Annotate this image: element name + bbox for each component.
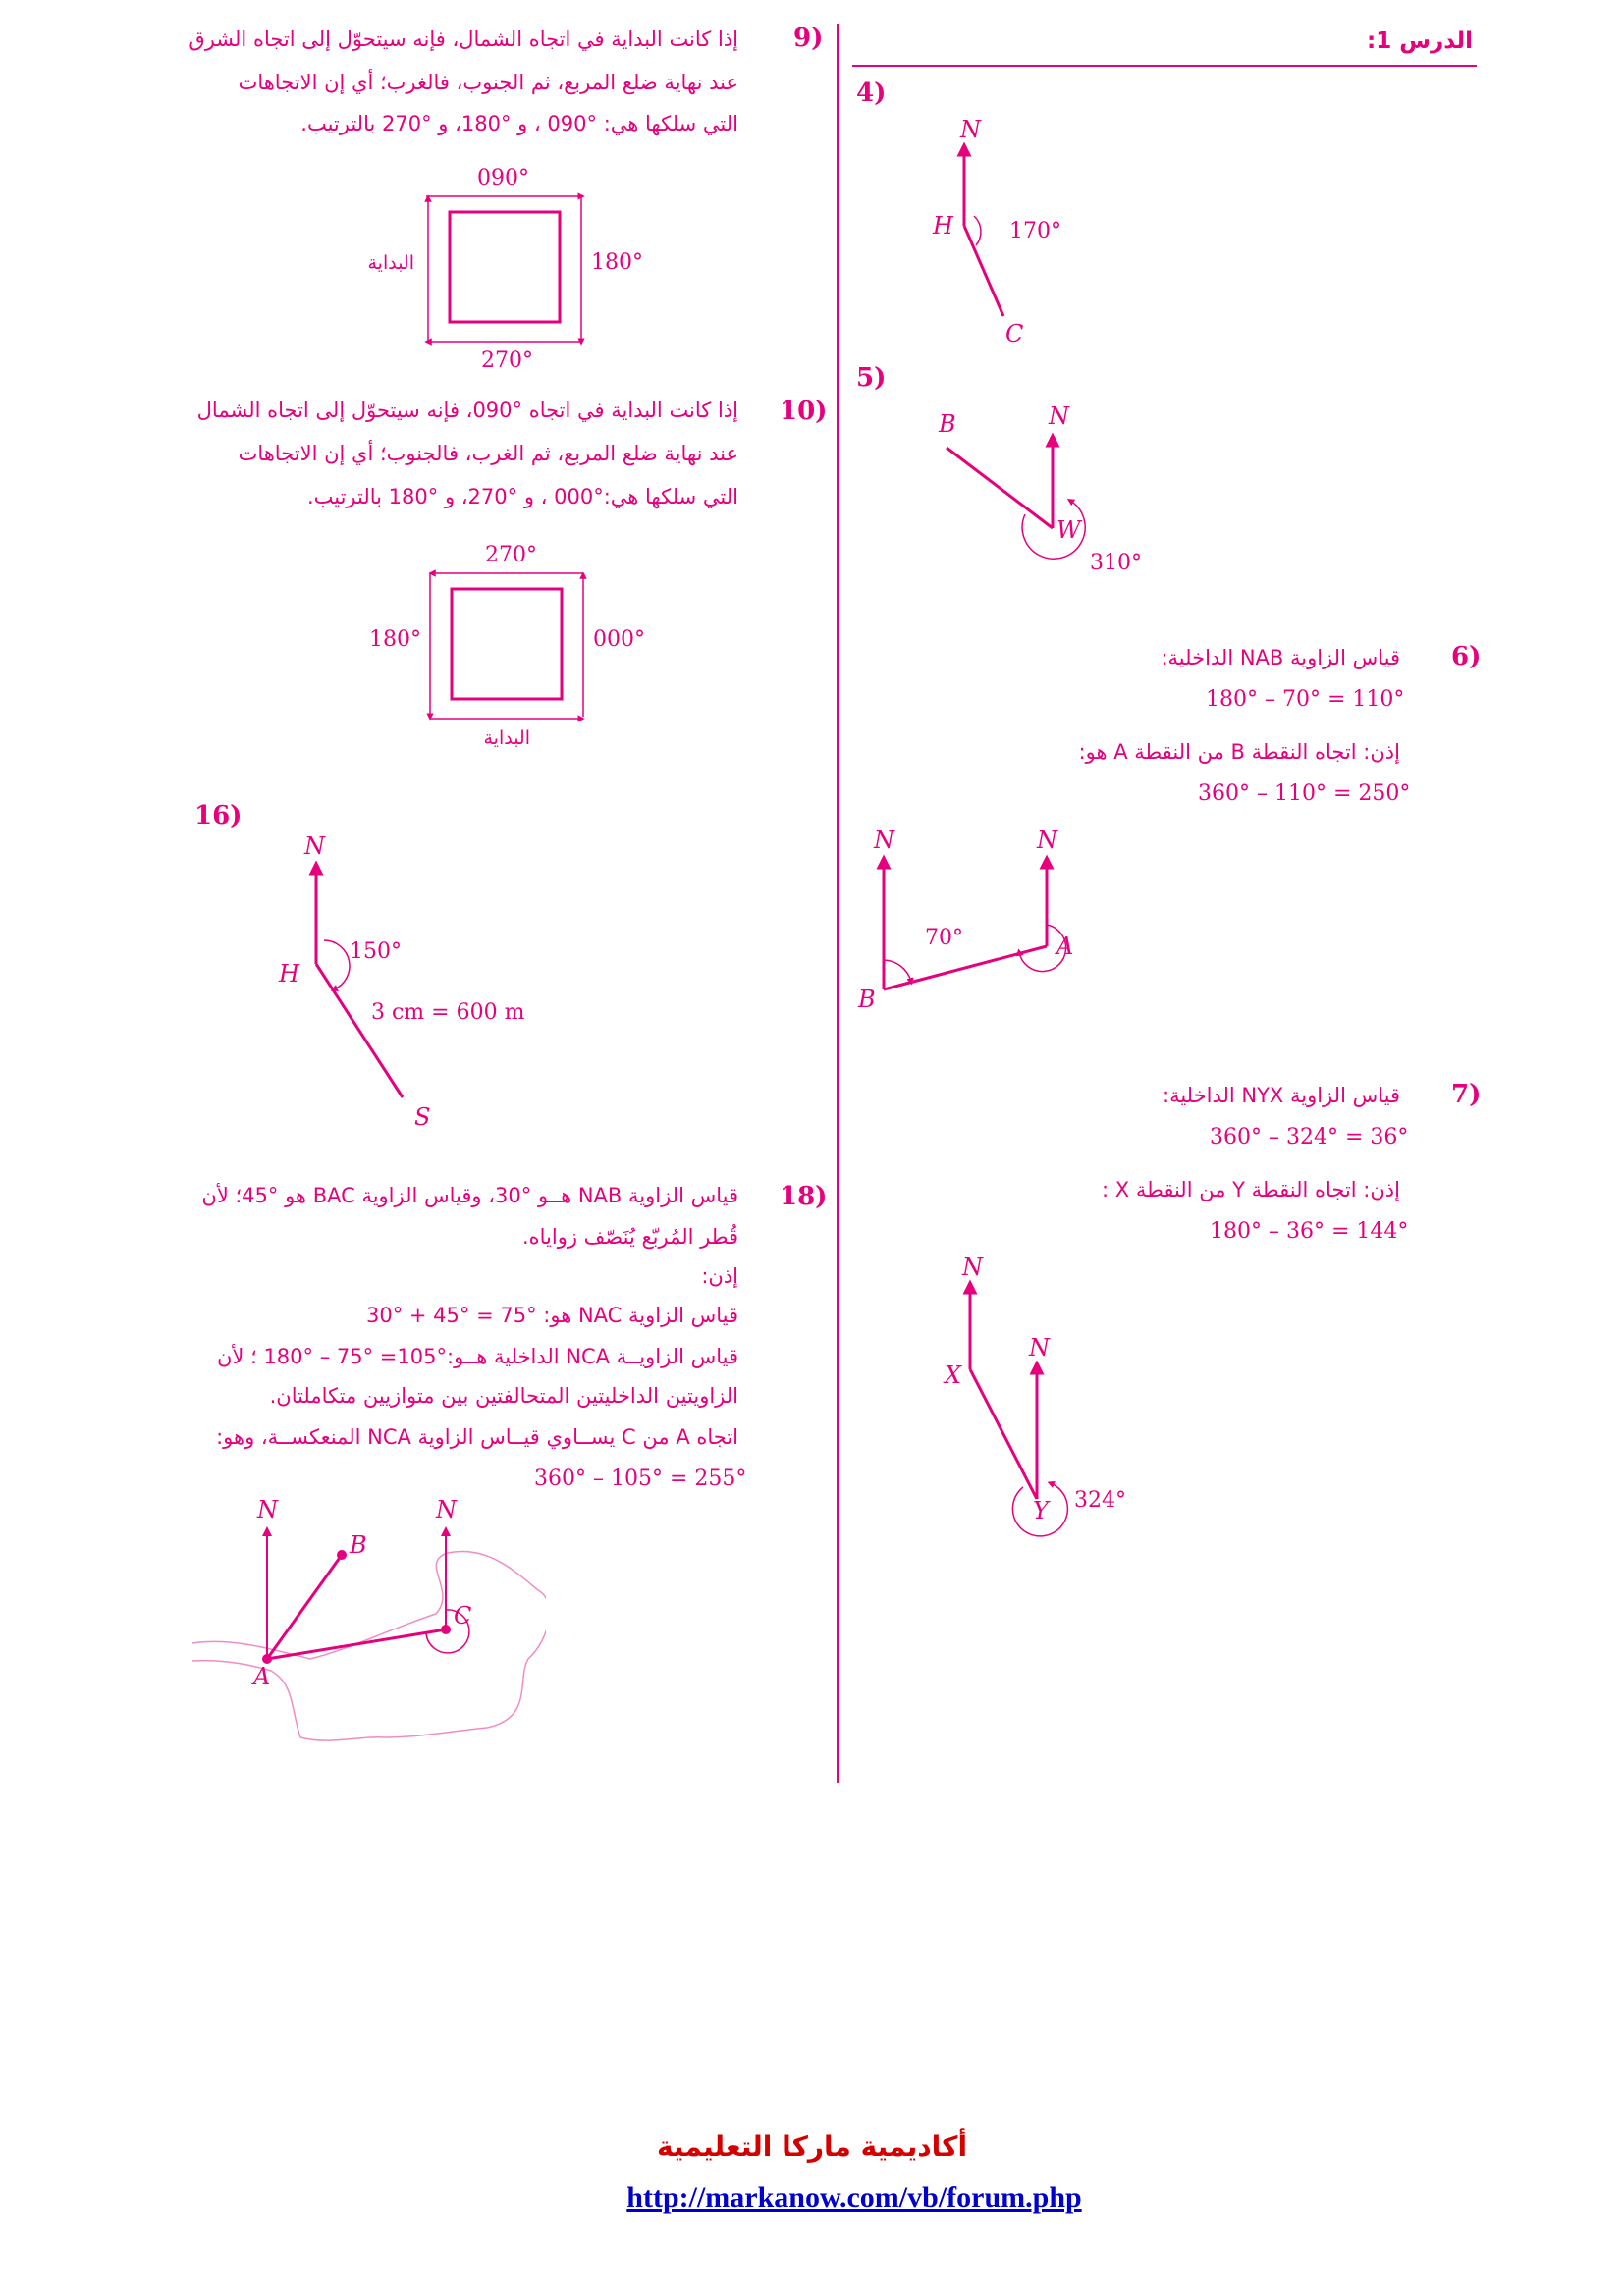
problem-7-number: 7) xyxy=(1451,1080,1482,1109)
problem-10-top-label: 270° xyxy=(485,543,537,567)
problem-6-angle: 70° xyxy=(925,926,963,950)
problem-10-start-label: البداية xyxy=(483,727,530,749)
problem-5-angle: 310° xyxy=(1090,551,1142,575)
problem-16-h-label: H xyxy=(279,960,299,988)
problem-6-eq1: 180° – 70° = 110° xyxy=(1206,687,1405,712)
problem-6-line1: قياس الزاوية NAB الداخلية: xyxy=(1161,646,1400,669)
problem-4-c-label: C xyxy=(1005,320,1024,347)
problem-16-s-label: S xyxy=(414,1103,431,1131)
problem-5-b-label: B xyxy=(939,410,956,438)
problem-7-x-label: X xyxy=(945,1362,962,1389)
header-rule xyxy=(852,65,1477,67)
problem-9-number: 9) xyxy=(793,24,824,53)
problem-10-line-1: إذا كانت البداية في اتجاه °090، فإنه سيتحوّل إلى اتجاه الشمال xyxy=(196,399,738,422)
problem-7-eq1: 360° – 324° = 36° xyxy=(1210,1125,1409,1149)
problem-18-b-label: B xyxy=(350,1531,367,1559)
problem-18-line-7: اتجاه A من C يســاوي قيــاس الزاوية NCA المنعكســة، وهو: xyxy=(216,1425,738,1449)
problem-9-diagram xyxy=(353,163,648,379)
problem-18-line-3: إذن: xyxy=(701,1264,738,1288)
problem-7-diagram xyxy=(933,1252,1159,1546)
problem-18-line-6: الزاويتين الداخليتين المتحالفتين بين متوازيين متكاملتان. xyxy=(269,1384,738,1408)
problem-5-w-label: W xyxy=(1056,516,1081,544)
problem-16-angle: 150° xyxy=(350,939,402,964)
problem-4-number: 4) xyxy=(856,79,887,108)
problem-5-diagram xyxy=(923,393,1159,589)
problem-18-line-2: قُطر المُربّع يُنَصّف زواياه. xyxy=(521,1225,738,1249)
problem-7-y-label: Y xyxy=(1033,1497,1049,1524)
column-divider xyxy=(837,24,839,1783)
problem-18-number: 18) xyxy=(780,1182,828,1211)
problem-9-top-label: 090° xyxy=(477,166,529,190)
problem-10-line-3: التي سلكها هي:°000 ، و °270، و °180 بالترتيب. xyxy=(306,485,738,508)
problem-18-line-5: قياس الزاويــة NCA الداخلية هــو:°105= °75 – °180 ؛ لأن xyxy=(217,1345,738,1368)
problem-6-diagram xyxy=(854,815,1100,1021)
problem-9-line-2: عند نهاية ضلع المربع، ثم الجنوب، فالغرب؛ أي إن الاتجاهات xyxy=(238,71,738,94)
problem-18-eq: 360° – 105° = 255° xyxy=(534,1467,747,1491)
problem-18-diagram xyxy=(192,1492,546,1787)
problem-4-diagram xyxy=(903,108,1100,353)
problem-16-north-label: N xyxy=(304,832,325,860)
problem-7-north-label-1: N xyxy=(962,1254,983,1281)
problem-6-a-label: A xyxy=(1056,933,1074,960)
problem-18-line-1: قياس الزاوية NAB هــو °30، وقياس الزاوية BAC هو °45؛ لأن xyxy=(201,1184,738,1207)
problem-5-north-label: N xyxy=(1049,402,1069,430)
problem-9-right-label: 180° xyxy=(591,250,643,275)
problem-5-number: 5) xyxy=(856,363,887,393)
problem-4-angle: 170° xyxy=(1009,219,1061,243)
problem-6-number: 6) xyxy=(1451,642,1482,671)
problem-7-line2: إذن: اتجاه النقطة Y من النقطة X : xyxy=(1102,1178,1400,1201)
problem-18-north-label-1: N xyxy=(257,1496,278,1523)
problem-16-number: 16) xyxy=(194,801,243,830)
problem-7-angle: 324° xyxy=(1074,1488,1126,1513)
problem-7-line1: قياس الزاوية NYX الداخلية: xyxy=(1163,1084,1400,1107)
problem-4-h-label: H xyxy=(933,212,953,240)
problem-10-line-2: عند نهاية ضلع المربع، ثم الغرب، فالجنوب؛ أي إن الاتجاهات xyxy=(238,442,738,465)
problem-16-scale: 3 cm = 600 m xyxy=(371,1000,525,1025)
problem-18-a-label: A xyxy=(253,1663,271,1690)
footer-academy-name: أكاديمية ماركا التعليمية xyxy=(656,2130,968,2163)
problem-9-line-3: التي سلكها هي: °090 ، و °180، و °270 بالترتيب. xyxy=(300,112,738,135)
problem-10-left-label: 180° xyxy=(369,627,421,652)
problem-9-bottom-label: 270° xyxy=(481,348,533,373)
problem-18-c-label: C xyxy=(454,1602,472,1629)
problem-18-north-label-2: N xyxy=(436,1496,457,1523)
problem-7-north-label-2: N xyxy=(1029,1334,1050,1362)
problem-10-right-label: 000° xyxy=(593,627,645,652)
problem-18-line-4: قياس الزاوية NAC هو: °75 = °45 + °30 xyxy=(365,1304,738,1327)
problem-9-start-label: البداية xyxy=(367,252,414,274)
footer-url-link[interactable]: http://markanow.com/vb/forum.php xyxy=(626,2181,1082,2214)
problem-9-line-1: إذا كانت البداية في اتجاه الشمال، فإنه سيتحوّل إلى اتجاه الشرق xyxy=(189,27,738,51)
problem-10-diagram xyxy=(353,540,648,756)
problem-6-eq2: 360° – 110° = 250° xyxy=(1198,781,1411,806)
problem-4-north-label: N xyxy=(960,116,981,143)
problem-6-b-label: B xyxy=(858,986,876,1013)
problem-10-number: 10) xyxy=(780,397,828,426)
problem-6-north-label-1: N xyxy=(874,827,894,854)
problem-16-diagram xyxy=(265,825,589,1139)
lesson-title: الدرس 1: xyxy=(1366,28,1473,54)
problem-7-eq2: 180° – 36° = 144° xyxy=(1210,1219,1409,1244)
problem-6-north-label-2: N xyxy=(1037,827,1057,854)
problem-6-line2: إذن: اتجاه النقطة B من النقطة A هو: xyxy=(1078,740,1400,764)
